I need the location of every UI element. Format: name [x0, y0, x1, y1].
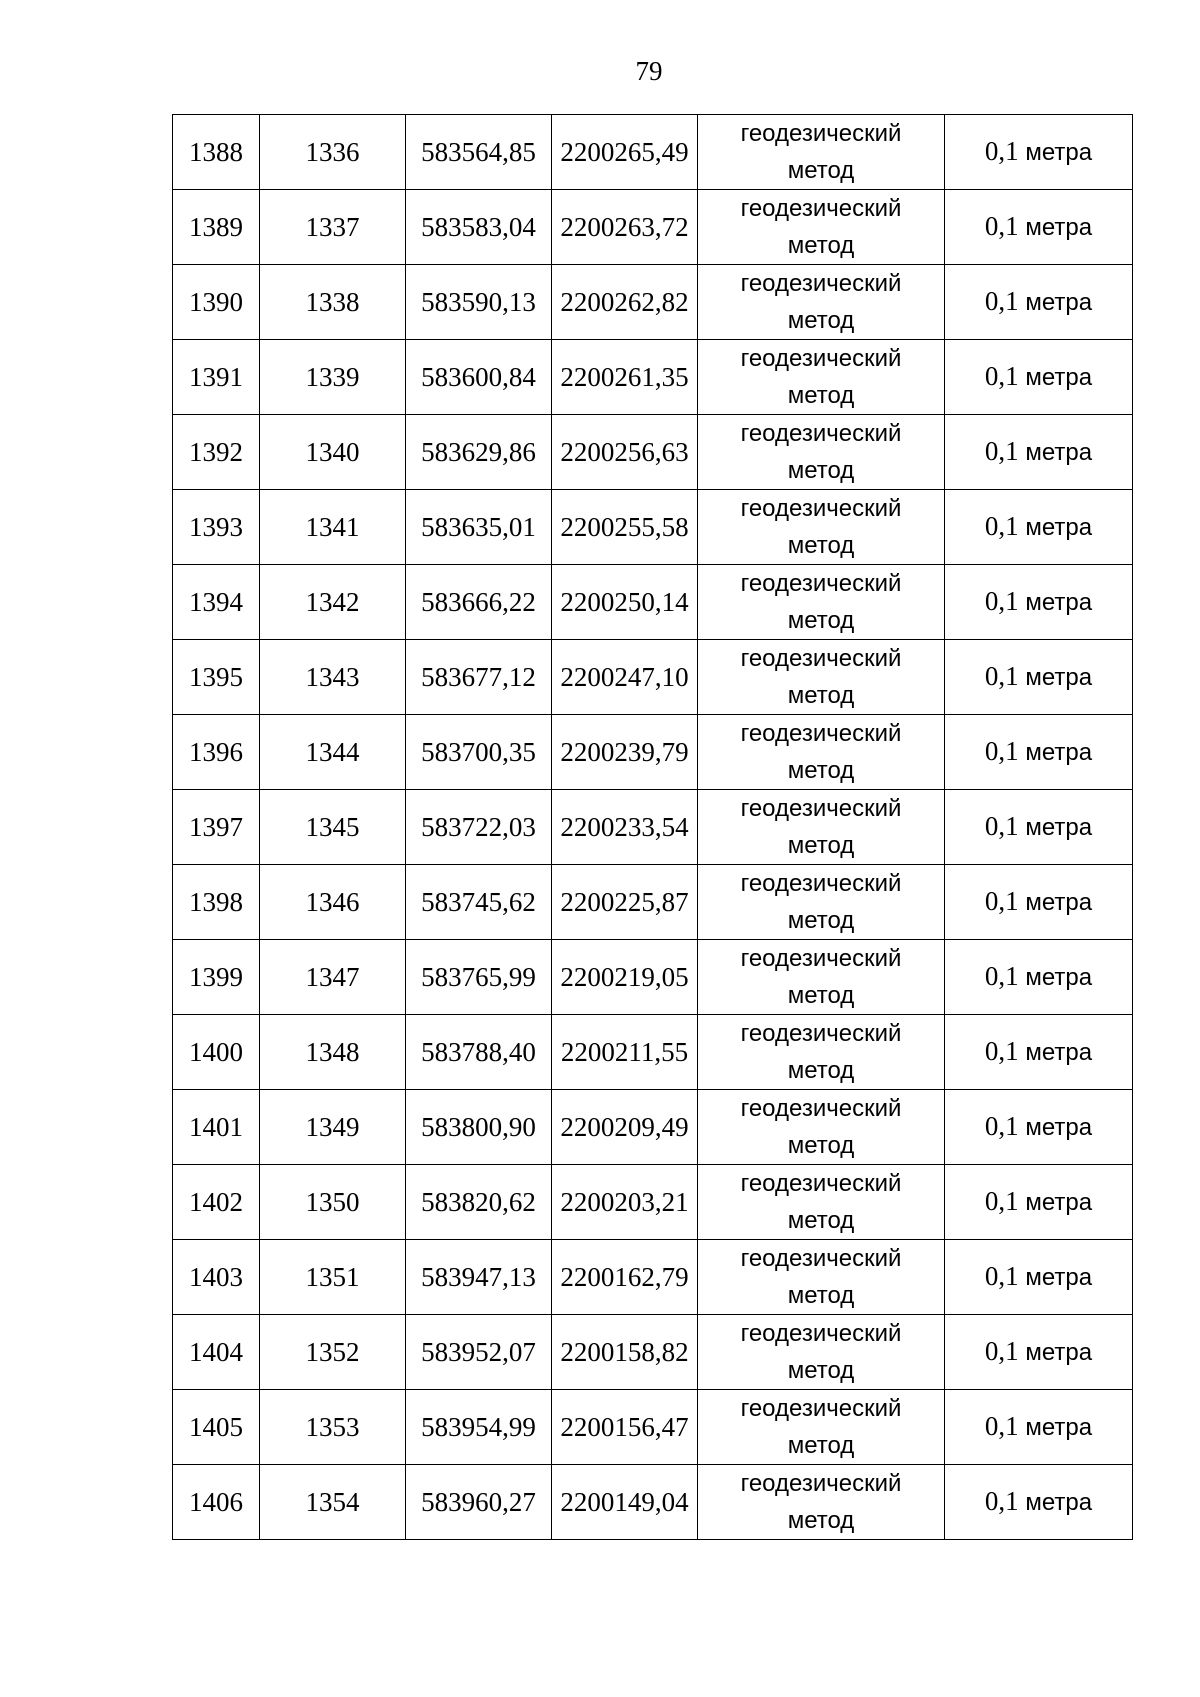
accuracy-unit: метра [1025, 289, 1093, 316]
x-coordinate-cell: 583722,03 [406, 790, 552, 865]
method-cell [698, 1090, 945, 1165]
accuracy-cell [945, 1165, 1133, 1240]
point-number-cell: 1403 [173, 1240, 260, 1315]
y-coordinate-cell: 2200203,21 [552, 1165, 698, 1240]
accuracy-value: 0,1 [984, 811, 1019, 841]
point-number-cell: 1398 [173, 865, 260, 940]
method-line-2: метод [787, 1282, 855, 1309]
accuracy-value: 0,1 [984, 1336, 1019, 1366]
y-coordinate-cell: 2200262,82 [552, 265, 698, 340]
accuracy-cell [945, 1465, 1133, 1540]
prev-point-number-cell: 1349 [260, 1090, 406, 1165]
point-number-cell: 1388 [173, 115, 260, 190]
accuracy-cell [945, 940, 1133, 1015]
method-line-1: геодезический [740, 1470, 902, 1497]
prev-point-number-cell: 1341 [260, 490, 406, 565]
method-cell [698, 415, 945, 490]
accuracy-unit: метра [1025, 739, 1093, 766]
method-cell [698, 1240, 945, 1315]
accuracy-unit: метра [1025, 1339, 1093, 1366]
prev-point-number-cell: 1347 [260, 940, 406, 1015]
method-cell [698, 865, 945, 940]
table-row [173, 1015, 1133, 1090]
prev-point-number-cell: 1343 [260, 640, 406, 715]
x-coordinate-cell: 583583,04 [406, 190, 552, 265]
prev-point-number-cell: 1338 [260, 265, 406, 340]
accuracy-value: 0,1 [984, 736, 1019, 766]
method-line-1: геодезический [740, 495, 902, 522]
accuracy-unit: метра [1025, 439, 1093, 466]
method-cell [698, 265, 945, 340]
method-line-2: метод [787, 682, 855, 709]
point-number-cell: 1394 [173, 565, 260, 640]
accuracy-value: 0,1 [984, 1411, 1019, 1441]
x-coordinate-cell: 583745,62 [406, 865, 552, 940]
prev-point-number-cell: 1352 [260, 1315, 406, 1390]
y-coordinate-cell: 2200211,55 [552, 1015, 698, 1090]
table-row [173, 1165, 1133, 1240]
coordinates-table-body [173, 115, 1133, 1540]
accuracy-cell [945, 1240, 1133, 1315]
accuracy-cell [945, 1015, 1133, 1090]
method-line-2: метод [787, 1507, 855, 1534]
point-number-cell: 1397 [173, 790, 260, 865]
y-coordinate-cell: 2200261,35 [552, 340, 698, 415]
x-coordinate-cell: 583677,12 [406, 640, 552, 715]
method-cell [698, 790, 945, 865]
point-number-cell: 1406 [173, 1465, 260, 1540]
method-cell [698, 565, 945, 640]
y-coordinate-cell: 2200233,54 [552, 790, 698, 865]
method-line-2: метод [787, 757, 855, 784]
method-cell [698, 1015, 945, 1090]
table-row [173, 715, 1133, 790]
method-line-2: метод [787, 1357, 855, 1384]
method-line-1: геодезический [740, 120, 902, 147]
table-row [173, 790, 1133, 865]
accuracy-value: 0,1 [984, 661, 1019, 691]
accuracy-value: 0,1 [984, 586, 1019, 616]
method-cell [698, 1165, 945, 1240]
accuracy-cell [945, 565, 1133, 640]
point-number-cell: 1391 [173, 340, 260, 415]
accuracy-value: 0,1 [984, 436, 1019, 466]
method-cell [698, 1315, 945, 1390]
prev-point-number-cell: 1337 [260, 190, 406, 265]
method-line-1: геодезический [740, 570, 902, 597]
point-number-cell: 1389 [173, 190, 260, 265]
prev-point-number-cell: 1353 [260, 1390, 406, 1465]
x-coordinate-cell: 583629,86 [406, 415, 552, 490]
table-row [173, 640, 1133, 715]
accuracy-cell [945, 790, 1133, 865]
prev-point-number-cell: 1351 [260, 1240, 406, 1315]
method-line-2: метод [787, 832, 855, 859]
method-line-1: геодезический [740, 945, 902, 972]
method-cell [698, 190, 945, 265]
accuracy-unit: метра [1025, 1489, 1093, 1516]
method-line-2: метод [787, 1207, 855, 1234]
accuracy-unit: метра [1025, 664, 1093, 691]
table-row [173, 415, 1133, 490]
accuracy-cell [945, 340, 1133, 415]
method-cell [698, 1465, 945, 1540]
x-coordinate-cell: 583590,13 [406, 265, 552, 340]
y-coordinate-cell: 2200225,87 [552, 865, 698, 940]
method-line-1: геодезический [740, 720, 902, 747]
accuracy-cell [945, 1390, 1133, 1465]
method-cell [698, 715, 945, 790]
accuracy-unit: метра [1025, 139, 1093, 166]
y-coordinate-cell: 2200156,47 [552, 1390, 698, 1465]
x-coordinate-cell: 583600,84 [406, 340, 552, 415]
x-coordinate-cell: 583947,13 [406, 1240, 552, 1315]
method-line-2: метод [787, 382, 855, 409]
y-coordinate-cell: 2200256,63 [552, 415, 698, 490]
point-number-cell: 1399 [173, 940, 260, 1015]
table-row [173, 340, 1133, 415]
accuracy-cell [945, 715, 1133, 790]
x-coordinate-cell: 583765,99 [406, 940, 552, 1015]
point-number-cell: 1396 [173, 715, 260, 790]
method-line-1: геодезический [740, 1395, 902, 1422]
point-number-cell: 1400 [173, 1015, 260, 1090]
prev-point-number-cell: 1342 [260, 565, 406, 640]
accuracy-cell [945, 490, 1133, 565]
method-line-1: геодезический [740, 345, 902, 372]
point-number-cell: 1395 [173, 640, 260, 715]
method-line-1: геодезический [740, 1095, 902, 1122]
accuracy-unit: метра [1025, 364, 1093, 391]
method-line-2: метод [787, 232, 855, 259]
coordinates-table [172, 114, 1133, 1540]
accuracy-value: 0,1 [984, 1486, 1019, 1516]
accuracy-unit: метра [1025, 1189, 1093, 1216]
y-coordinate-cell: 2200263,72 [552, 190, 698, 265]
accuracy-unit: метра [1025, 814, 1093, 841]
table-row [173, 1090, 1133, 1165]
accuracy-cell [945, 415, 1133, 490]
table-row [173, 865, 1133, 940]
x-coordinate-cell: 583954,99 [406, 1390, 552, 1465]
method-line-2: метод [787, 1057, 855, 1084]
prev-point-number-cell: 1339 [260, 340, 406, 415]
accuracy-value: 0,1 [984, 1261, 1019, 1291]
method-line-1: геодезический [740, 1245, 902, 1272]
method-cell [698, 340, 945, 415]
method-line-1: геодезический [740, 795, 902, 822]
method-line-1: геодезический [740, 420, 902, 447]
method-line-2: метод [787, 982, 855, 1009]
y-coordinate-cell: 2200265,49 [552, 115, 698, 190]
table-row [173, 565, 1133, 640]
y-coordinate-cell: 2200162,79 [552, 1240, 698, 1315]
method-line-1: геодезический [740, 645, 902, 672]
accuracy-unit: метра [1025, 1114, 1093, 1141]
method-cell [698, 940, 945, 1015]
method-line-2: метод [787, 607, 855, 634]
method-line-1: геодезический [740, 870, 902, 897]
table-row [173, 940, 1133, 1015]
page-number: 79 [635, 56, 663, 86]
table-row [173, 1315, 1133, 1390]
prev-point-number-cell: 1346 [260, 865, 406, 940]
accuracy-cell [945, 640, 1133, 715]
point-number-cell: 1404 [173, 1315, 260, 1390]
method-line-2: метод [787, 457, 855, 484]
table-row [173, 490, 1133, 565]
accuracy-unit: метра [1025, 514, 1093, 541]
accuracy-unit: метра [1025, 1039, 1093, 1066]
method-cell [698, 115, 945, 190]
y-coordinate-cell: 2200158,82 [552, 1315, 698, 1390]
table-row [173, 265, 1133, 340]
accuracy-cell [945, 265, 1133, 340]
x-coordinate-cell: 583952,07 [406, 1315, 552, 1390]
accuracy-unit: метра [1025, 889, 1093, 916]
x-coordinate-cell: 583635,01 [406, 490, 552, 565]
method-line-2: метод [787, 532, 855, 559]
prev-point-number-cell: 1345 [260, 790, 406, 865]
accuracy-value: 0,1 [984, 286, 1019, 316]
accuracy-value: 0,1 [984, 1036, 1019, 1066]
accuracy-value: 0,1 [984, 211, 1019, 241]
method-cell [698, 490, 945, 565]
point-number-cell: 1390 [173, 265, 260, 340]
accuracy-unit: метра [1025, 1414, 1093, 1441]
accuracy-unit: метра [1025, 1264, 1093, 1291]
y-coordinate-cell: 2200255,58 [552, 490, 698, 565]
accuracy-value: 0,1 [984, 361, 1019, 391]
accuracy-unit: метра [1025, 964, 1093, 991]
accuracy-cell [945, 1315, 1133, 1390]
point-number-cell: 1401 [173, 1090, 260, 1165]
method-line-1: геодезический [740, 1170, 902, 1197]
y-coordinate-cell: 2200239,79 [552, 715, 698, 790]
method-line-2: метод [787, 1132, 855, 1159]
accuracy-cell [945, 115, 1133, 190]
method-line-2: метод [787, 157, 855, 184]
prev-point-number-cell: 1336 [260, 115, 406, 190]
prev-point-number-cell: 1344 [260, 715, 406, 790]
method-line-1: геодезический [740, 1020, 902, 1047]
accuracy-value: 0,1 [984, 886, 1019, 916]
accuracy-unit: метра [1025, 214, 1093, 241]
accuracy-value: 0,1 [984, 1186, 1019, 1216]
x-coordinate-cell: 583788,40 [406, 1015, 552, 1090]
point-number-cell: 1405 [173, 1390, 260, 1465]
accuracy-value: 0,1 [984, 511, 1019, 541]
point-number-cell: 1402 [173, 1165, 260, 1240]
y-coordinate-cell: 2200250,14 [552, 565, 698, 640]
method-line-1: геодезический [740, 195, 902, 222]
method-cell [698, 640, 945, 715]
point-number-cell: 1392 [173, 415, 260, 490]
table-row [173, 115, 1133, 190]
accuracy-value: 0,1 [984, 136, 1019, 166]
x-coordinate-cell: 583666,22 [406, 565, 552, 640]
method-line-1: геодезический [740, 270, 902, 297]
method-cell [698, 1390, 945, 1465]
method-line-2: метод [787, 307, 855, 334]
y-coordinate-cell: 2200219,05 [552, 940, 698, 1015]
accuracy-value: 0,1 [984, 1111, 1019, 1141]
x-coordinate-cell: 583800,90 [406, 1090, 552, 1165]
table-row [173, 1390, 1133, 1465]
accuracy-unit: метра [1025, 589, 1093, 616]
point-number-cell: 1393 [173, 490, 260, 565]
method-line-1: геодезический [740, 1320, 902, 1347]
x-coordinate-cell: 583960,27 [406, 1465, 552, 1540]
prev-point-number-cell: 1350 [260, 1165, 406, 1240]
accuracy-cell [945, 1090, 1133, 1165]
table-row [173, 190, 1133, 265]
y-coordinate-cell: 2200209,49 [552, 1090, 698, 1165]
prev-point-number-cell: 1348 [260, 1015, 406, 1090]
prev-point-number-cell: 1354 [260, 1465, 406, 1540]
x-coordinate-cell: 583564,85 [406, 115, 552, 190]
y-coordinate-cell: 2200149,04 [552, 1465, 698, 1540]
method-line-2: метод [787, 1432, 855, 1459]
accuracy-value: 0,1 [984, 961, 1019, 991]
y-coordinate-cell: 2200247,10 [552, 640, 698, 715]
table-row [173, 1240, 1133, 1315]
method-line-2: метод [787, 907, 855, 934]
prev-point-number-cell: 1340 [260, 415, 406, 490]
x-coordinate-cell: 583820,62 [406, 1165, 552, 1240]
x-coordinate-cell: 583700,35 [406, 715, 552, 790]
accuracy-cell [945, 865, 1133, 940]
table-row [173, 1465, 1133, 1540]
accuracy-cell [945, 190, 1133, 265]
